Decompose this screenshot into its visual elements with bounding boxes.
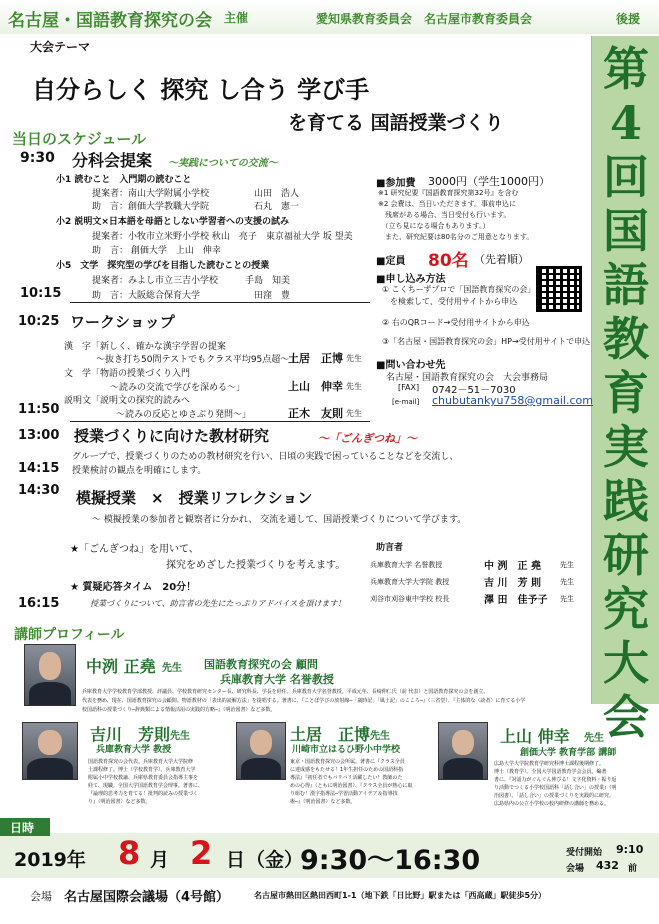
p4-bio4: り活動でつくる小学校国語科「話し合い」の授業』（明 <box>494 785 617 791</box>
p1-bio1: 兵庫教育大学学校教育学部教授、評議員、学校教育研究センター長、研究科長、学長を経任。兵庫教育大学名誉教授。平成元年、長崎伸仁氏（前 代表）と国語教育探究の会を創立。 <box>82 689 489 695</box>
open-value: 432 <box>596 859 619 872</box>
header-bar <box>0 0 659 34</box>
p3-bio3: 導法』『初任者でもバリバリ活躍したい！教師のた <box>290 775 403 781</box>
venue-label: 会場 <box>30 890 52 903</box>
p3-bio1: 東京・国語教育探究の会所属。著書に『クラス全員 <box>290 759 405 765</box>
date-day: 2 <box>190 834 213 872</box>
p1-bio2: 代表を務め、現在、国語教育探究の会顧問。物語教材の「表出的読解方法」を提唱する。著書に、『ことば学びの放射線─「歳時記」「風土記」のこころ─』（三省堂）、『主体的な〈読者〉に育てる小学 <box>82 698 526 704</box>
p2-aff: 兵庫教育大学 教授 <box>96 745 172 755</box>
s2-item2-suffix: 先生 <box>346 382 362 391</box>
p1-aff1: 国語教育探究の会 顧問 <box>204 658 318 671</box>
s2-item2-l1: 文 学「物語の授業づくり入門 <box>64 369 191 379</box>
date-year: 2019年 <box>14 849 86 871</box>
p4-bio2: 博士（教育学）。全国大学国語教育学会会員。編著 <box>494 769 607 775</box>
p1-bio3: 校国語科の授業づくり─辞典類による情報活用の実践的方略─』（明治図書）など多数。 <box>82 707 276 713</box>
s3-desc2: 授業検討の観点を明確にします。 <box>72 466 207 476</box>
s1-title: 分科会提案 <box>72 151 153 170</box>
s3-time-end: 14:15 <box>18 461 60 476</box>
p3-bio5: り組む！漢字指導法─学習活動アイデア＆指導技 <box>290 791 398 797</box>
s2-item1-suffix: 先生 <box>346 354 362 363</box>
email-link[interactable]: chubutankyu758@gmail.com <box>432 394 593 407</box>
advisor1-org: 兵庫教育大学 名誉教授 <box>370 561 443 569</box>
vertical-title: 第4回国語教育実践研究大会 <box>603 42 649 744</box>
date-month-unit: 月 <box>150 849 170 871</box>
p1-suffix: 先生 <box>162 663 182 674</box>
open-label: 会場 <box>566 864 585 874</box>
venue-bar <box>0 878 659 924</box>
p2-bio1: 国語教育探究の会代表。兵庫教育大学大学院修 <box>88 759 194 765</box>
s3-subtitle: ～「ごんぎつね」～ <box>318 432 417 445</box>
s1-subtitle: ～実践についての交流～ <box>168 158 278 169</box>
apply2: ② 右のQRコード→受付用サイトから申込 <box>382 318 530 327</box>
advisor2-name: 吉 川 芳 則 <box>484 578 541 589</box>
p3-name: 土居 正博 <box>290 725 371 744</box>
advisor1-name: 中 洌 正 堯 <box>484 561 541 572</box>
p4-suffix: 先生 <box>584 733 604 744</box>
sponsor-label: 主催 <box>224 11 249 25</box>
theme-line2: を育てる 国語授業づくり <box>288 112 504 134</box>
advisor2-org: 兵庫教育大学大学院 教授 <box>370 578 450 586</box>
s1-group2-line1: 提案者：小牧市立米野小学校 秋山 亮子 東京福祉大学 坂 望美 <box>92 232 353 242</box>
s1-group2-line2: 助 言： 創価大学 上山 伸幸 <box>92 246 221 256</box>
divider <box>70 302 370 303</box>
date-day-unit: 日 <box>226 849 246 871</box>
s2-item3-l1: 説明文「説明文の探究的読みへ <box>64 396 190 406</box>
s2-time-end: 11:50 <box>18 402 60 417</box>
p2-suffix: 先生 <box>170 731 190 742</box>
date-month: 8 <box>118 834 141 872</box>
s2-title: ワークショップ <box>70 313 175 331</box>
s2-item3-l2: ～読みの反応とゆさぶり発問～」 <box>116 410 252 420</box>
p3-bio4: めの心得』（ともに明治図書）、『クラス全員が熱心に取 <box>290 783 413 789</box>
s1-group1-line2: 助 言：創価大学教職大学院 石丸 憲一 <box>92 202 300 212</box>
date-weekday: （金） <box>246 849 304 871</box>
s2-item3-name: 正木 友則 <box>288 407 343 420</box>
fee-label: ■参加費 <box>376 178 416 189</box>
email-label: [e-mail] <box>392 398 420 406</box>
apply3: ③「名古屋・国語教育探究の会」HP→受付用サイトで申込 <box>382 337 591 346</box>
s2-time-start: 10:25 <box>18 314 60 329</box>
capacity-label: ■定員 <box>376 256 406 267</box>
s1-group3-head: 小5 文学 探究型の学びを目指した読むことの授業 <box>56 261 270 271</box>
s1-group2-head: 小2 説明文×日本語を母語としない学習者への支援の試み <box>56 217 289 227</box>
p1-name: 中洌 正堯 <box>86 657 156 676</box>
support-label: 後援 <box>616 12 641 26</box>
s4-star1a: ★「ごんぎつね」を用いて、 <box>70 544 199 555</box>
s2-item3-suffix: 先生 <box>346 409 362 418</box>
schedule-heading: 当日のスケジュール <box>12 130 147 148</box>
p3-bio2: に達成感をもたせる！1年生担任のための国語科指 <box>290 767 404 773</box>
p2-bio5: 『論理的思考力を育てる！批判的読みの授業づく <box>88 791 199 797</box>
fax-number: 0742－51－7030 <box>432 385 516 396</box>
p2-name: 吉川 芳則 <box>90 725 171 744</box>
fee-note3: 残席がある場合、当日受付も行います。 <box>378 211 511 219</box>
divider <box>70 421 370 422</box>
p2-bio2: 士課程修了。博士（学校教育学）。兵庫教育大学 <box>88 767 196 773</box>
venue-name: 名古屋国際会議場（4号館） <box>64 890 230 905</box>
date-tag <box>0 818 50 836</box>
s4-time-end: 16:15 <box>18 596 60 611</box>
p4-bio1: 広島大学大学院教育学研究科博士課程後期修了。 <box>494 761 605 767</box>
advisor3-suffix: 先生 <box>560 595 574 603</box>
photo-ueyama <box>438 722 488 780</box>
fee-note1: ※1 研究紀要『国語教育探究第32号』を含む <box>378 189 519 197</box>
s3-title: 授業づくりに向けた教材研究 <box>74 427 270 445</box>
s4-note: 授業づくりについて、助言者の先生にたっぷりアドバイスを頂けます！ <box>90 599 346 608</box>
s2-item1-l2: ～抜き打ち50問テストでもクラス平均95点超～」 <box>96 355 299 365</box>
s1-time-end: 10:15 <box>20 286 62 301</box>
s2-item2-name: 上山 伸幸 <box>288 380 343 393</box>
p2-bio4: 経て、現職。全国大学国語教育学会理事。著書に、 <box>88 783 203 789</box>
p4-bio6: 広島県内の公立小学校の校内研修の講師を務める。 <box>494 801 610 807</box>
p1-aff2: 兵庫教育大学 名誉教授 <box>220 673 334 686</box>
p3-aff: 川崎市立はるひ野小中学校 <box>292 745 401 755</box>
fee-note4: （立ち見になる場合もあります。） <box>378 222 490 230</box>
advisor3-org: 刈谷市刈谷東中学校 校長 <box>370 595 450 603</box>
s3-desc1: グループで、授業づくりのための教材研究を行い、日頃の実践で困っていることなどを交流し、 <box>72 452 459 462</box>
s1-group1-line1: 提案者：南山大学附属小学校 山田 浩人 <box>92 189 300 199</box>
s3-time-start: 13:00 <box>18 428 60 443</box>
s1-time-start: 9:30 <box>20 150 55 166</box>
s4-star1b: 探究をめざした授業づくりを考えます。 <box>166 560 346 571</box>
reception-time: 9:10 <box>616 843 644 856</box>
capacity-note: （先着順） <box>474 253 529 266</box>
advisors-label: 助言者 <box>376 543 404 553</box>
p4-name: 上山 伸幸 <box>500 727 570 746</box>
theme-label: 大会テーマ <box>30 40 91 54</box>
apply-label: ■申し込み方法 <box>376 274 446 285</box>
s4-title: 模擬授業 × 授業リフレクション <box>76 489 313 507</box>
s2-item2-l2: ～読みの交流で学びを深める～」 <box>110 383 246 393</box>
fax-label: [FAX] <box>398 383 420 392</box>
s2-item1-l1: 漢 字「新しく、確かな漢字学習の提案 <box>64 342 226 352</box>
s1-group3-line2: 助 言：大阪総合保育大学 田窪 豊 <box>92 291 291 301</box>
open-suffix: 前 <box>628 864 638 874</box>
apply1b: を検索して、受付用サイトから申込 <box>382 297 518 306</box>
advisor1-suffix: 先生 <box>560 561 574 569</box>
p3-bio6: 術─』（明治図書）など多数。 <box>290 799 356 805</box>
p4-bio3: 書に、『対話力がぐんぐん伸びる！文字化資料・振り返 <box>494 777 617 783</box>
p4-bio5: 治図書）、「話し合い」の授業づくりを実践的に研究。 <box>494 793 615 799</box>
organizer: 名古屋・国語教育探究の会 <box>8 11 212 31</box>
s4-desc: ～ 模擬授業の参加者と観察者に分かれ、 交流を通して、国語授業づくりについて学びます。 <box>92 515 467 525</box>
p4-aff: 創価大学 教育学部 講師 <box>520 748 617 758</box>
advisor3-name: 澤 田 佳予子 <box>484 595 548 606</box>
s2-item1-name: 土居 正博 <box>288 352 343 365</box>
contact-label: ■問い合わせ先 <box>376 360 446 371</box>
reception-label: 受付開始 <box>566 848 603 858</box>
profile-heading: 講師プロフィール <box>14 627 125 643</box>
photo-nakazu <box>24 644 76 706</box>
p2-bio3: 附属小中学校教諭、兵庫県教育委員会指導主事を <box>88 775 199 781</box>
date-time: 9:30～16:30 <box>300 845 481 876</box>
photo-yoshikawa <box>22 722 78 780</box>
s4-star2: ★ 質疑応答タイム 20分！ <box>70 582 197 593</box>
s4-time-start: 14:30 <box>18 483 60 498</box>
apply1a: ① こくちーずプロで「国語教育探究の会」 <box>382 285 536 294</box>
fee-value: 3000円（学生1000円） <box>428 175 550 188</box>
date-label: 日時 <box>10 821 35 835</box>
capacity-value: 80名 <box>428 251 469 271</box>
s1-group1-head: 小1 読むこと 入門期の読むこと <box>56 175 192 185</box>
advisor2-suffix: 先生 <box>560 578 574 586</box>
supporters: 愛知県教育委員会 名古屋市教育委員会 <box>316 12 533 26</box>
venue-address: 名古屋市熱田区熱田西町1-1（地下鉄「日比野」駅または「西高蔵」駅徒歩5分） <box>254 891 547 900</box>
fee-note5: また、研究紀要は80名分のご用意となります。 <box>378 233 534 241</box>
theme-line1: 自分らしく 探究 し合う 学び手 <box>32 75 370 104</box>
p3-suffix: 先生 <box>370 731 390 742</box>
qr-code[interactable] <box>536 266 582 312</box>
p2-bio6: り』（明治図書）など多数。 <box>88 799 151 805</box>
s1-group3-line1: 提案者：みよし市立三吉小学校 手島 知美 <box>92 276 291 286</box>
fee-note2: ※2 会費は、当日いただきます。事前申込に <box>378 200 516 208</box>
photo-doi <box>236 722 286 780</box>
contact-org: 名古屋・国語教育探究の会 大会事務局 <box>386 373 549 383</box>
